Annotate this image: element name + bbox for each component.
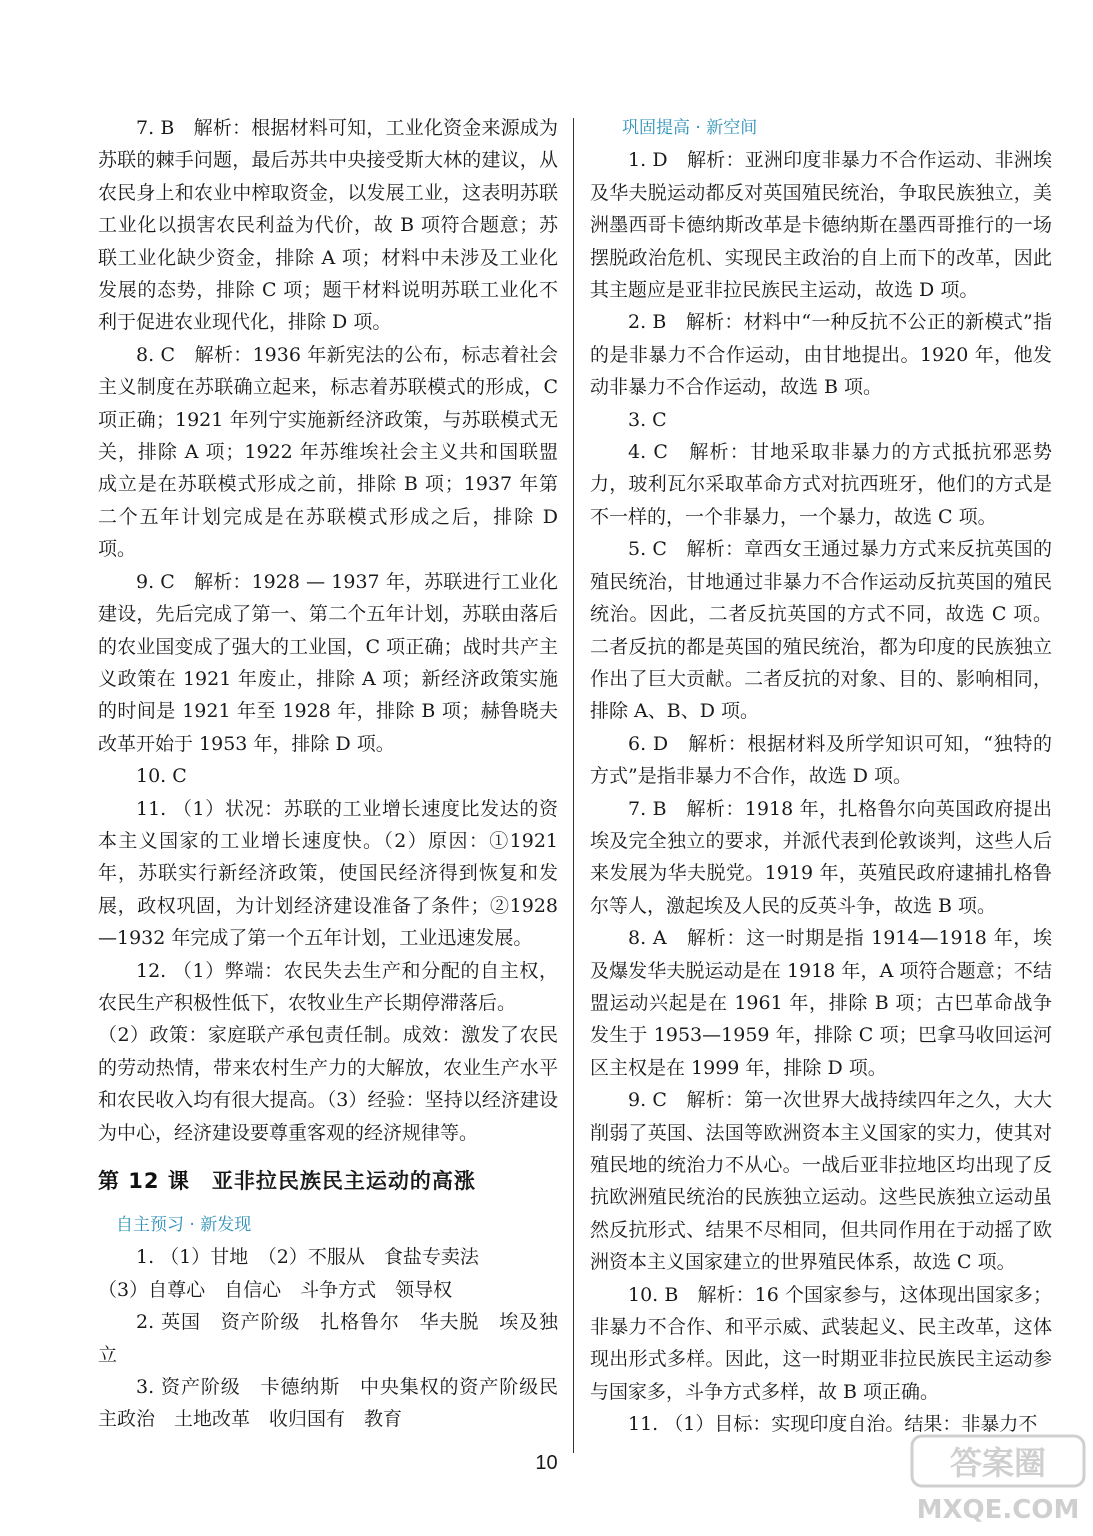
lesson-number: 第 12 课 — [98, 1169, 190, 1193]
preview-1: 1. （1）甘地 （2）不服从 食盐专卖法 — [136, 1246, 479, 1269]
page-number: 10 — [535, 1452, 558, 1474]
svg-text:MXQE.COM: MXQE.COM — [916, 1495, 1080, 1525]
r-answer-8: 8. A 解析：这一时期是指 1914—1918 年，埃及爆发华夫脱运动是在 1918 年，A 项符合题意；不结盟运动兴起是在 1961 年，排除 B 项；古巴革命战争发生于 1953—1959 年，排除 C 项；巴拿马收回运河区主权是在 1999 年，排除 D 项。 — [590, 927, 1052, 1079]
preview-2: 2. 英国 资产阶级 扎格鲁尔 华夫脱 埃及独立 — [98, 1311, 558, 1366]
r-answer-7: 7. B 解析：1918 年，扎格鲁尔向英国政府提出埃及完全独立的要求，并派代表到伦敦谈判，这些人后来发展为华夫脱党。1919 年，英殖民政府逮捕扎格鲁尔等人，激起埃及人民的反英斗争，故选 B 项。 — [590, 797, 1052, 917]
r-answer-1: 1. D 解析：亚洲印度非暴力不合作运动、非洲埃及华夫脱运动都反对英国殖民统治，争取民族独立，美洲墨西哥卡德纳斯改革是卡德纳斯在墨西哥推行的一场摆脱政治危机、实现民主政治的自上而下的改革，因此其主题应是亚非拉民族民主运动，故选 D 项。 — [590, 149, 1052, 302]
lesson-title: 亚非拉民族民主运动的高涨 — [211, 1169, 476, 1193]
svg-text:答案圈: 答案圈 — [949, 1444, 1047, 1482]
answer-11: 11. （1）状况：苏联的工业增长速度比发达的资本主义国家的工业增长速度快。（2）原因：①1921 年，苏联实行新经济政策，使国民经济得到恢复和发展，政权巩固，为计划经济建设准备了条件；②1928—1932 年完成了第一个五年计划，工业迅速发展。 — [98, 797, 558, 950]
left-column — [98, 112, 558, 1436]
r-answer-2: 2. B 解析：材料中“一种反抗不公正的新模式”指的是非暴力不合作运动，由甘地提出。1920 年，他发动非暴力不合作运动，故选 B 项。 — [590, 311, 1052, 399]
preview-3: 3. 资产阶级 卡德纳斯 中央集权的资产阶级民主政治 土地改革 收归国有 教育 — [98, 1376, 558, 1431]
r-answer-10: 10. B 解析：16 个国家参与，这体现出国家多；非暴力不合作、和平示威、武装起义、民主改革，这体现出形式多样。因此，这一时期亚非拉民族民主运动参与国家多，斗争方式多样，故 B 项正确。 — [590, 1283, 1052, 1403]
answer-12-part2: （2）政策：家庭联产承包责任制。成效：激发了农民的劳动热情，带来农村生产力的大解放，农业生产水平和农民收入均有很大提高。（3）经验：坚持以经济建设为中心，经济建设要尊重客观的经济规律等。 — [98, 1024, 558, 1144]
column-divider — [573, 118, 574, 1453]
right-column — [590, 112, 1052, 1441]
watermark-logo — [908, 1430, 1088, 1530]
section-consolidate: 巩固提高 · 新空间 — [622, 118, 758, 138]
r-answer-9: 9. C 解析：第一次世界大战持续四年之久，大大削弱了英国、法国等欧洲资本主义国家的实力，使其对殖民地的统治力不从心。一战后亚非拉地区均出现了反抗欧洲殖民统治的民族独立运动。这些民族独立运动虽然反抗形式、结果不尽相同，但共同作用在于动摇了欧洲资本主义国家建立的世界殖民体系，故选 C 项。 — [590, 1089, 1052, 1274]
answer-8: 8. C 解析：1936 年新宪法的公布，标志着社会主义制度在苏联确立起来，标志着苏联模式的形成，C 项正确；1921 年列宁实施新经济政策，与苏联模式无关，排除 A 项；1922 年苏维埃社会主义共和国联盟成立是在苏联模式形成之前，排除 B 项；1937 年第二个五年计划完成是在苏联模式形成之后，排除 D 项。 — [98, 343, 558, 561]
answer-9: 9. C 解析：1928 — 1937 年，苏联进行工业化建设，先后完成了第一、第二个五年计划，苏联由落后的农业国变成了强大的工业国，C 项正确；战时共产主义政策在 1921 年废止，排除 A 项；新经济政策实施的时间是 1921 年至 1928 年，排除 B 项；赫鲁晓夫改革开始于 1953 年，排除 D 项。 — [98, 570, 558, 755]
answer-12-part1: 12. （1）弊端：农民失去生产和分配的自主权，农民生产积极性低下，农牧业生产长期停滞落后。 — [98, 959, 558, 1014]
answer-7: 7. B 解析：根据材料可知，工业化资金来源成为苏联的棘手问题，最后苏共中央接受斯大林的建议，从农民身上和农业中榨取资金，以发展工业，这表明苏联工业化以损害农民利益为代价，故 B 项符合题意；苏联工业化缺少资金，排除 A 项；材料中未涉及工业化发展的态势，排除 C 项；题干材料说明苏联工业化不利于促进农业现代化，排除 D 项。 — [98, 117, 558, 334]
r-answer-11: 11. （1）目标：实现印度自治。结果：非暴力不 — [628, 1413, 1038, 1436]
r-answer-3: 3. C — [628, 408, 667, 431]
preview-1-cont: （3）自尊心 自信心 斗争方式 领导权 — [98, 1278, 453, 1301]
section-preview: 自主预习 · 新发现 — [116, 1215, 252, 1235]
answer-10: 10. C — [136, 765, 187, 788]
r-answer-5: 5. C 解析：章西女王通过暴力方式来反抗英国的殖民统治，甘地通过非暴力不合作运动反抗英国的殖民统治。因此，二者反抗英国的方式不同，故选 C 项。二者反抗的都是英国的殖民统治，都为印度的民族独立作出了巨大贡献。二者反抗的对象、目的、影响相同，排除 A、B、D 项。 — [590, 538, 1052, 723]
r-answer-6: 6. D 解析：根据材料及所学知识可知，“独特的方式”是指非暴力不合作，故选 D 项。 — [590, 732, 1052, 788]
lesson-heading — [98, 1165, 558, 1197]
r-answer-4: 4. C 解析：甘地采取非暴力的方式抵抗邪恶势力，玻利瓦尔采取革命方式对抗西班牙，他们的方式是不一样的，一个非暴力，一个暴力，故选 C 项。 — [590, 441, 1052, 528]
